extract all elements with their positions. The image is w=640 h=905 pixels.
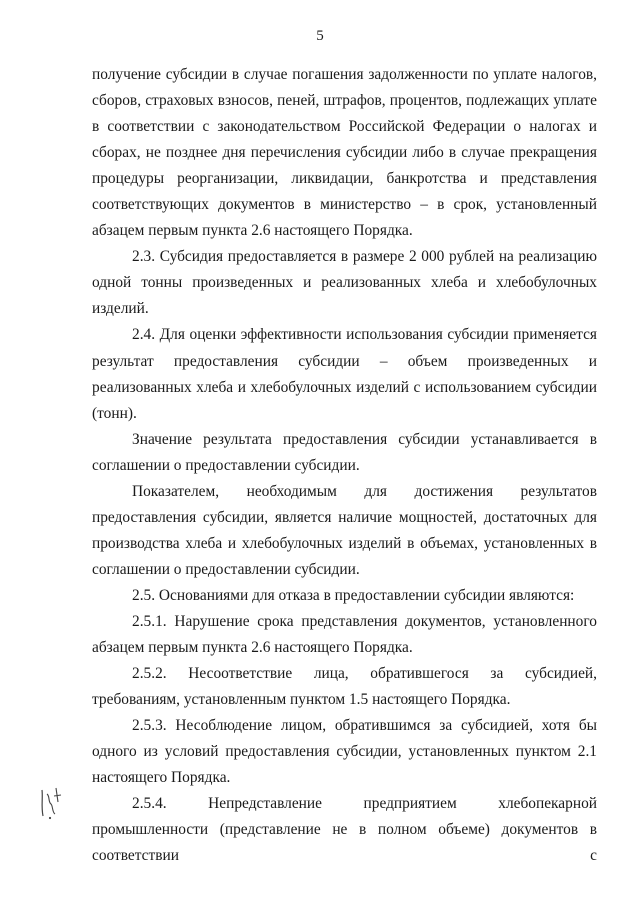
handwritten-margin-mark — [36, 784, 66, 824]
paragraph-continuation: получение субсидии в случае погашения задолженности по уплате налогов, сборов, страховых взносов, пеней, штрафов, процентов, подлежащих уплате в соответствии с законодательством Российской Федерации о налогах и сборах, не позднее дня перечисления субсидии либо в случае прекращения процедуры реорганизации, ликвидации, банкротства и представления соответствующих документов в министерство – в срок, установленный абзацем первым пункта 2.6 настоящего Порядка. — [92, 66, 597, 240]
paragraph-result-value: Значение результата предоставления субсидии устанавливается в соглашении о предоставлении субсидии. — [92, 430, 597, 474]
page-number: 5 — [316, 28, 324, 44]
paragraph-2-5: 2.5. Основаниями для отказа в предоставлении субсидии являются: — [132, 586, 575, 604]
paragraph-2-5-4: 2.5.4. Непредставление предприятием хлебопекарной промышленности (представление не в полном объеме) документов в соответствии с — [92, 795, 597, 865]
document-body — [92, 62, 597, 869]
paragraph-2-3: 2.3. Субсидия предоставляется в размере 2 000 рублей на реализацию одной тонны произведенных и реализованных хлеба и хлебобулочных изделий. — [92, 248, 597, 318]
paragraph-2-5-3: 2.5.3. Несоблюдение лицом, обратившимся за субсидией, хотя бы одного из условий предоставления субсидии, установленных пунктом 2.1 настоящего Порядка. — [92, 717, 597, 787]
paragraph-indicator: Показателем, необходимым для достижения результатов предоставления субсидии, является наличие мощностей, достаточных для производства хлеба и хлебобулочных изделий в объемах, установленных в соглашении о предоставлении субсидии. — [92, 482, 597, 578]
paragraph-2-5-2: 2.5.2. Несоответствие лица, обратившегося за субсидией, требованиям, установленным пунктом 1.5 настоящего Порядка. — [92, 665, 597, 709]
paragraph-2-4: 2.4. Для оценки эффективности использования субсидии применяется результат предоставления субсидии – объем произведенных и реализованных хлеба и хлебобулочных изделий с использованием субсидии (тонн). — [92, 326, 597, 422]
paragraph-2-5-1: 2.5.1. Нарушение срока представления документов, установленного абзацем первым пункта 2.6 настоящего Порядка. — [92, 612, 597, 657]
